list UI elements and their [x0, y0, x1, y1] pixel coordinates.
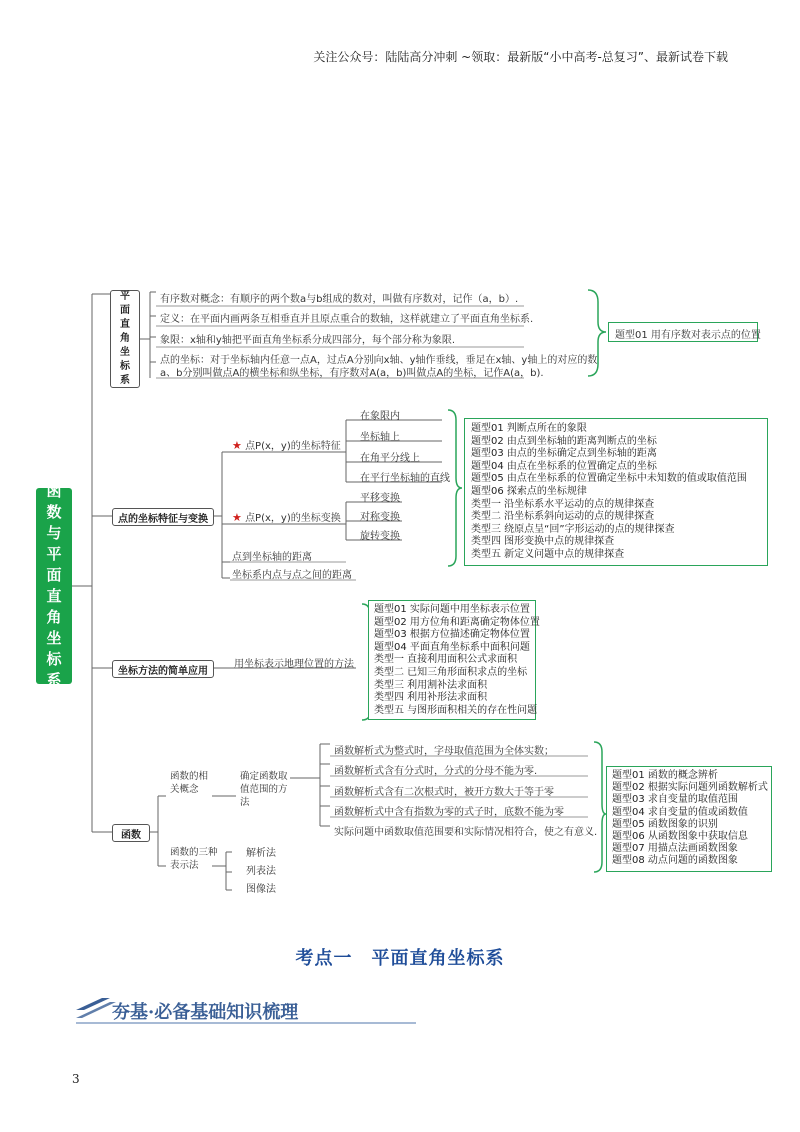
- s1-item-1: 有序数对概念：有顺序的两个数a与b组成的数对，叫做有序数对，记作（a，b）.: [160, 294, 519, 305]
- s2-branch-feature: ★ 点P(x，y)的坐标特征: [232, 439, 341, 452]
- s2-question: 题型02 由点到坐标轴的距离判断点的坐标: [471, 435, 657, 447]
- s4-range-3: 函数解析式含有二次根式时，被开方数大于等于零: [334, 787, 554, 798]
- s3-question: 题型01 实际问题中用坐标表示位置: [374, 604, 530, 615]
- banner-text: 夯基·必备基础知识梳理: [112, 1002, 299, 1023]
- s4-representation: 函数的三种表示法: [170, 847, 218, 871]
- s2-question: 类型三 绕原点呈“回”字形运动的点的规律探查: [471, 523, 675, 535]
- s4-question: 题型06 从函数图象中获取信息: [612, 831, 748, 843]
- s3-question: 类型一 直接利用面积公式求面积: [374, 654, 518, 666]
- s3-question-box: [368, 600, 540, 720]
- s2-question: 题型03 由点的坐标确定点到坐标轴的距离: [471, 448, 657, 460]
- s2-question: 类型二 沿坐标系斜向运动的点的规律探查: [471, 511, 655, 523]
- section-title: 考点一 平面直角坐标系: [295, 948, 505, 969]
- s2-branch-transform: ★ 点P(x，y)的坐标变换: [232, 511, 341, 524]
- s3-question: 类型二 已知三角形面积求点的坐标: [374, 666, 528, 678]
- s4-range-1: 函数解析式为整式时，字母取值范围为全体实数；: [334, 746, 554, 757]
- s1-item-4b: a、b分别叫做点A的横坐标和纵坐标，有序数对A(a，b)叫做点A的坐标，记作A(a，b).: [160, 368, 544, 379]
- s2-feature-3: 在角平分线上: [360, 453, 420, 464]
- page-header: 关注公众号：陆陆高分冲刺 ~领取：最新版“小中高考-总复习”、最新试卷下载: [313, 50, 728, 64]
- section4-node: 函数: [112, 824, 150, 842]
- s2-transform-2: 对称变换: [360, 512, 400, 523]
- s3-question: 题型02 用方位角和距离确定物体位置: [374, 616, 540, 628]
- s4-repr-1: 解析法: [246, 848, 276, 859]
- s4-question: 题型04 求自变量的值或函数值: [612, 806, 748, 818]
- s3-question: 类型四 利用补形法求面积: [374, 692, 488, 704]
- s4-question: 题型03 求自变量的取值范围: [612, 794, 738, 806]
- s1-item-2: 定义：在平面内画两条互相垂直并且原点重合的数轴，这样就建立了平面直角坐标系.: [160, 314, 534, 325]
- s2-question: 题型05 由点在坐标系的位置确定坐标中未知数的值或取值范围: [471, 473, 747, 485]
- s2-transform-1: 平移变换: [360, 493, 400, 504]
- star-icon: ★: [232, 511, 242, 524]
- s2-branch-distance-axis: 点到坐标轴的距离: [232, 552, 312, 563]
- star-icon: ★: [232, 439, 242, 452]
- knowledge-banner: [76, 996, 416, 1024]
- s2-question: 题型04 由点在坐标系的位置确定点的坐标: [471, 460, 657, 472]
- s3-branch: 用坐标表示地理位置的方法: [234, 659, 354, 670]
- s4-question: 题型01 函数的概念辨析: [612, 770, 718, 781]
- s2-feature-2: 坐标轴上: [360, 432, 400, 443]
- s4-repr-3: 图像法: [246, 884, 276, 895]
- s2-question: 题型01 判断点所在的象限: [471, 423, 587, 434]
- s1-item-4a: 点的坐标：对于坐标轴内任意一点A，过点A分别向x轴、y轴作垂线，垂足在x轴、y轴上的对应的数: [160, 355, 598, 366]
- s3-question: 类型五 与图形面积相关的存在性问题: [374, 704, 538, 716]
- page-number: 3: [72, 1072, 80, 1086]
- section1-node: 平面直角坐标系: [110, 290, 140, 388]
- s4-concept: 函数的相关概念: [170, 771, 209, 795]
- s2-feature-4: 在平行坐标轴的直线: [360, 473, 450, 484]
- section3-node: 坐标方法的简单应用: [112, 660, 214, 678]
- s2-branch-distance-points: 坐标系内点与点之间的距离: [232, 570, 352, 581]
- s2-question: 类型五 新定义问题中点的规律探查: [471, 548, 625, 560]
- s4-question: 题型02 根据实际问题列函数解析式: [612, 782, 768, 794]
- s2-transform-3: 旋转变换: [360, 531, 400, 542]
- s2-question: 类型一 沿坐标系水平运动的点的规律探查: [471, 498, 655, 510]
- s2-question: 题型06 探索点的坐标规律: [471, 485, 587, 497]
- s4-range-4: 函数解析式中含有指数为零的式子时，底数不能为零: [334, 807, 564, 818]
- s1-question-box: 题型01 用有序数对表示点的位置: [608, 322, 758, 342]
- s1-item-3: 象限：x轴和y轴把平面直角坐标系分成四部分，每个部分称为象限.: [160, 335, 456, 346]
- s2-question-box: [464, 418, 768, 566]
- s2-question: 类型四 图形变换中点的规律探查: [471, 536, 615, 548]
- s3-question: 题型03 根据方位描述确定物体位置: [374, 629, 530, 641]
- s4-range-2: 函数解析式含有分式时，分式的分母不能为零.: [334, 766, 538, 777]
- s3-question: 题型04 平面直角坐标系中面积问题: [374, 641, 530, 653]
- section2-node: 点的坐标特征与变换: [112, 508, 214, 526]
- s3-question: 类型三 利用割补法求面积: [374, 679, 488, 691]
- s4-question: 题型08 动点问题的函数图象: [612, 855, 738, 867]
- s4-range-method: 确定函数取值范围的方法: [240, 771, 288, 808]
- root-node: 函数与平面直角坐标系: [36, 488, 72, 684]
- s4-question: 题型05 函数图象的识别: [612, 818, 718, 830]
- s4-range-5: 实际问题中函数取值范围要和实际情况相符合，使之有意义.: [334, 827, 598, 838]
- s4-question-box: [606, 766, 772, 872]
- s4-question: 题型07 用描点法画函数图象: [612, 843, 738, 855]
- s4-repr-2: 列表法: [246, 866, 276, 877]
- s2-feature-1: 在象限内: [360, 411, 400, 422]
